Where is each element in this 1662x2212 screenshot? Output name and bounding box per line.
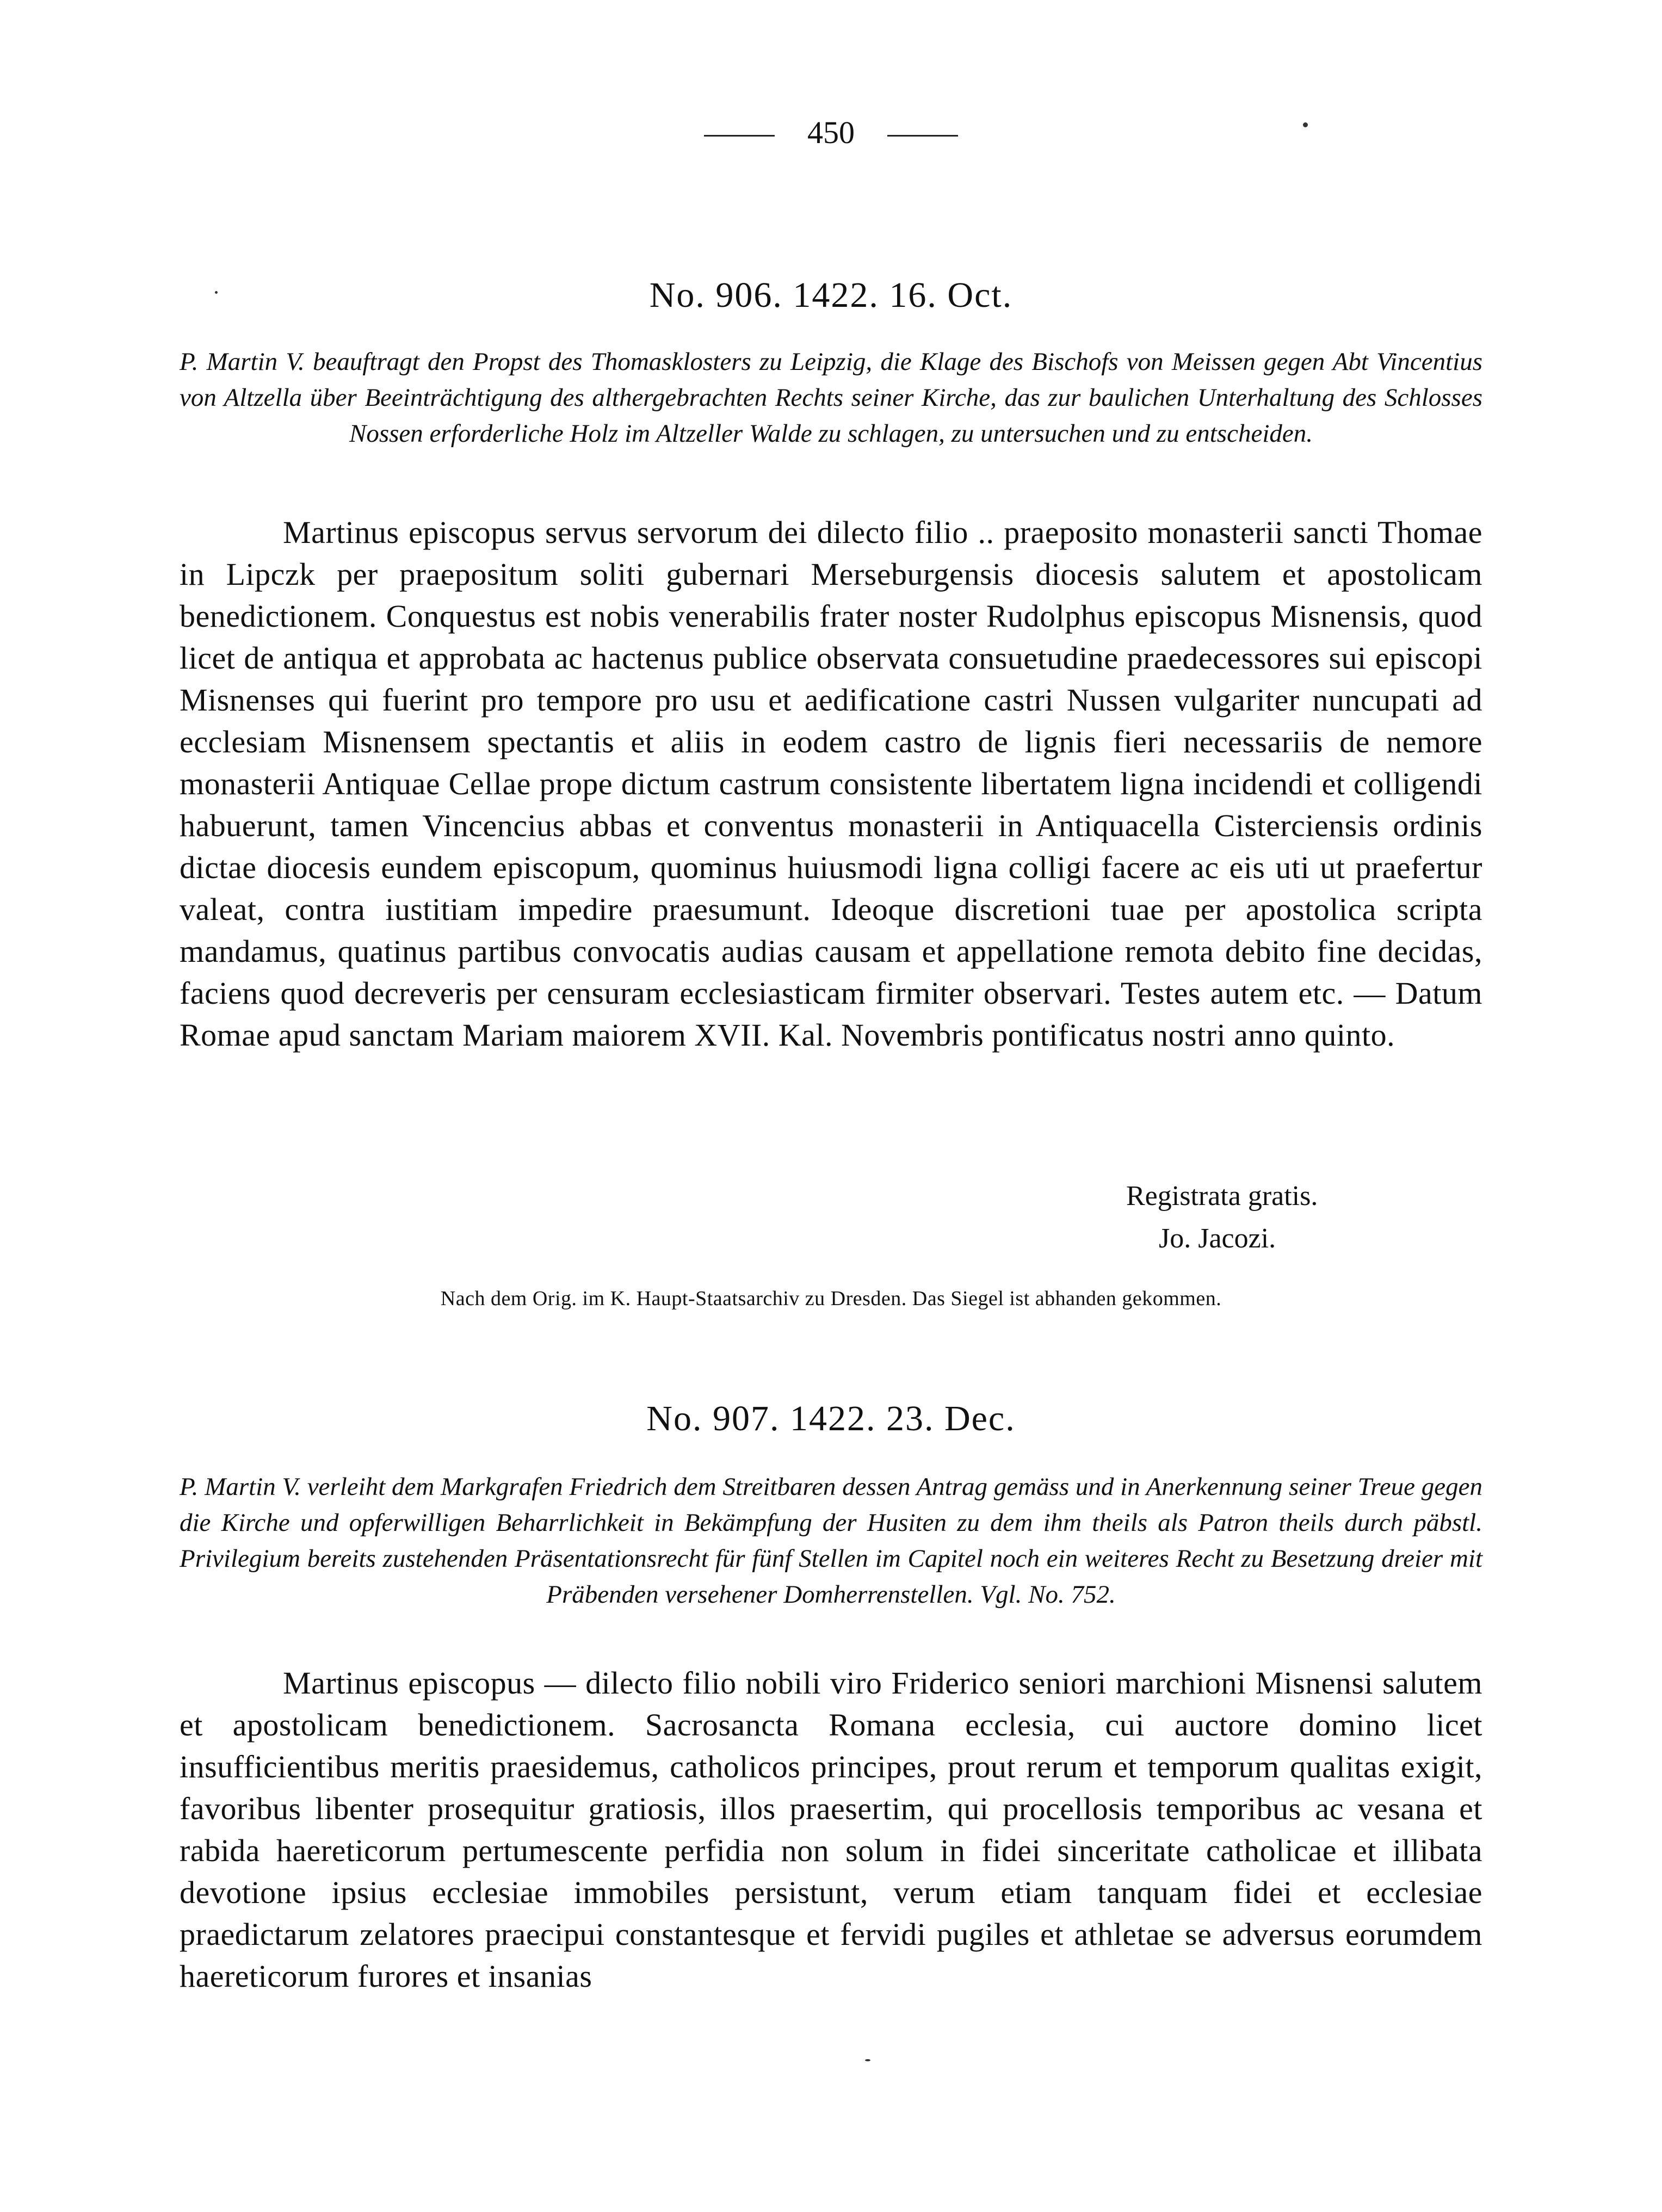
page-number: 450 xyxy=(807,115,855,150)
regest-summary-907: P. Martin V. verleiht dem Markgrafen Friedrich dem Streitbaren dessen Antrag gemäss und in Anerkennung seiner Treue gegen die Kirche und opferwilligen Beharrlichkeit in Bekämpfung der Husiten zu dem ihm theils als Patron theils durch päbstl. Privilegium bereits zustehenden Präsentationsrecht für fünf Stellen im Capitel noch ein weiteres Recht zu Besetzung dreier mit Präbenden versehener Domherrenstellen. Vgl. No. 752. xyxy=(180,1473,1482,1609)
scan-speck xyxy=(215,291,218,294)
document-body-907: Martinus episcopus — dilecto filio nobili viro Friderico seniori marchioni Misnensi salutem et apostolicam benedictionem. Sacrosancta Romana ecclesia, cui auctore domino licet insufficientibus meritis praesidemus, catholicos principes, prout rerum et temporum qualitas exigit, favoribus libenter prosequitur gratiosis, illos praesertim, qui procellosis temporibus ac vesana et rabida haereticorum pertumescente perfidia non solum in fidei sinceritate catholicae et illibata devotione ipsius ecclesiae immobiles persistunt, verum etiam tanquam fidei et ecclesiae praedictarum zelatores praecipui constantesque et fervidi pugiles et athletae se adversus eorumdem haereticorum furores et insanias xyxy=(180,1665,1482,1994)
document-body-906: Martinus episcopus servus servorum dei dilecto filio .. praeposito monasterii sancti Thomae in Lipczk per praepositum soliti gubernari Merseburgensis diocesis salutem et apostolicam benedictionem. Conquestus est nobis venerabilis frater noster Rudolphus episcopus Misnensis, quod licet de antiqua et approbata ac hactenus publice observata consuetudine praedecessores sui episcopi Misnenses qui fuerint pro tempore pro usu et aedificatione castri Nussen vulgariter nuncupati ad ecclesiam Misnensem spectantis et aliis in eodem castro de lignis fieri necessariis de nemore monasterii Antiquae Cellae prope dictum castrum consistente libertatem ligna incidendi et colligendi habuerunt, tamen Vincencius abbas et conventus monasterii in Antiquacella Cisterciensis ordinis dictae diocesis eundem episcopum, quominus huiusmodi ligna colligi facere ac eis uti ut praefertur valeat, contra iustitiam impedire praesumunt. Ideoque discretioni tuae per apostolica scripta mandamus, quatinus partibus convocatis audias causam et appellatione remota debito fine decidas, faciens quod decreveris per censuram ecclesiasticam firmiter observari. Testes autem etc. — Datum Romae apud sanctam Mariam maiorem XVII. Kal. Novembris pontificatus nostri anno quinto. xyxy=(180,515,1482,1053)
registration-signature xyxy=(1126,1175,1453,1260)
registration-note: Registrata gratis. xyxy=(1126,1181,1318,1212)
right-dash-rule xyxy=(887,135,958,137)
document-heading-907: No. 907. 1422. 23. Dec. xyxy=(646,1399,1016,1438)
page-number-line xyxy=(0,114,1662,151)
source-note-906: Nach dem Orig. im K. Haupt-Staatsarchiv zu Dresden. Das Siegel ist abhanden gekommen. xyxy=(440,1287,1222,1310)
scan-speck xyxy=(865,2059,870,2061)
left-dash-rule xyxy=(704,135,775,137)
regest-summary-906: P. Martin V. beauftragt den Propst des Thomasklosters zu Leipzig, die Klage des Bischofs von Meissen gegen Abt Vincentius von Altzella über Beeinträchtigung des althergebrachten Rechts seiner Kirche, das zur baulichen Unterhaltung des Schlosses Nossen erforderliche Holz im Altzeller Walde zu schlagen, zu untersuchen und zu entscheiden. xyxy=(180,348,1482,448)
signatory-name: Jo. Jacozi. xyxy=(1159,1223,1276,1254)
document-heading-906: No. 906. 1422. 16. Oct. xyxy=(649,275,1013,315)
scan-speck xyxy=(1303,122,1308,127)
